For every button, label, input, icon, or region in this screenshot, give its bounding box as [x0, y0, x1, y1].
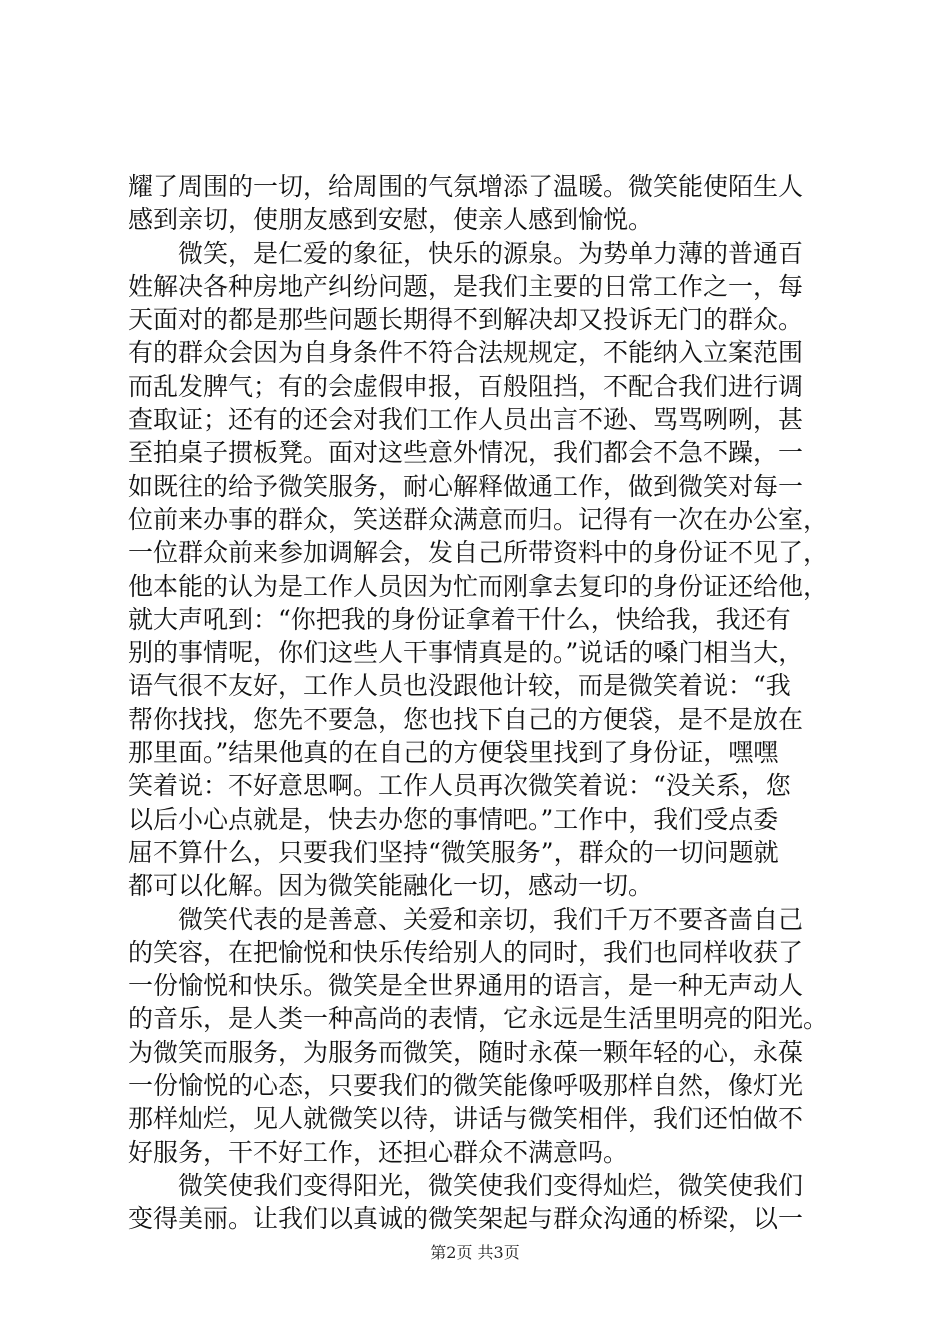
- text-line: 那样灿烂，见人就微笑以待，讲话与微笑相伴，我们还怕做不: [128, 1104, 804, 1134]
- text-line: 的音乐，是人类一种高尚的表情，它永远是生活里明亮的阳光。: [128, 1004, 829, 1034]
- text-line: 而乱发脾气；有的会虚假申报，百般阻挡，不配合我们进行调: [128, 371, 804, 401]
- text-line: 查取证；还有的还会对我们工作人员出言不逊、骂骂咧咧，甚: [128, 405, 804, 435]
- text-line: 为微笑而服务，为服务而微笑，随时永葆一颗年轻的心，永葆: [128, 1037, 804, 1067]
- text-line: 他本能的认为是工作人员因为忙而刚拿去复印的身份证还给他，: [128, 571, 829, 601]
- text-line: 微笑使我们变得阳光，微笑使我们变得灿烂，微笑使我们: [128, 1170, 804, 1200]
- text-line: 微笑，是仁爱的象征，快乐的源泉。为势单力薄的普通百: [128, 238, 804, 268]
- text-line: 变得美丽。让我们以真诚的微笑架起与群众沟通的桥梁，以一: [128, 1204, 804, 1234]
- text-line: 位前来办事的群众，笑送群众满意而归。记得有一次在办公室，: [128, 504, 829, 534]
- text-line: 一位群众前来参加调解会，发自己所带资料中的身份证不见了，: [128, 538, 829, 568]
- text-line: 就大声吼到：“你把我的身份证拿着干什么，快给我，我还有: [128, 604, 791, 634]
- text-line: 笑着说：不好意思啊。工作人员再次微笑着说：“没关系，您: [128, 771, 791, 801]
- text-line: 那里面。”结果他真的在自己的方便袋里找到了身份证，嘿嘿: [128, 738, 779, 768]
- body-text: [128, 170, 832, 1236]
- text-line: 耀了周围的一切，给周围的气氛增添了温暖。微笑能使陌生人: [128, 172, 804, 201]
- text-line: 别的事情呢，你们这些人干事情真是的。”说话的嗓门相当大，: [128, 638, 804, 668]
- text-line: 一份愉悦和快乐。微笑是全世界通用的语言，是一种无声动人: [128, 971, 804, 1001]
- text-line: 语气很不友好，工作人员也没跟他计较，而是微笑着说：“我: [128, 671, 791, 701]
- text-line: 屈不算什么，只要我们坚持“微笑服务”，群众的一切问题就: [128, 837, 779, 867]
- text-line: 以后小心点就是，快去办您的事情吧。”工作中，我们受点委: [128, 804, 779, 834]
- text-line: 的笑容，在把愉悦和快乐传给别人的同时，我们也同样收获了: [128, 937, 804, 967]
- text-line: 好服务，干不好工作，还担心群众不满意吗。: [128, 1137, 629, 1167]
- page-number-footer: 第2页 共3页: [430, 1243, 520, 1262]
- text-line: 如既往的给予微笑服务，耐心解释做通工作，做到微笑对每一: [128, 471, 804, 501]
- text-line: 天面对的都是那些问题长期得不到解决却又投诉无门的群众。: [128, 305, 804, 335]
- text-line: 至拍桌子掼板凳。面对这些意外情况，我们都会不急不躁，一: [128, 438, 804, 468]
- text-line: 有的群众会因为自身条件不符合法规规定，不能纳入立案范围: [128, 338, 804, 368]
- text-line: 微笑代表的是善意、关爱和亲切，我们千万不要吝啬自己: [128, 904, 804, 934]
- text-line: 姓解决各种房地产纠纷问题，是我们主要的日常工作之一，每: [128, 271, 804, 301]
- text-line: 帮你找找，您先不要急，您也找下自己的方便袋，是不是放在: [128, 704, 804, 734]
- text-line: 都可以化解。因为微笑能融化一切，感动一切。: [128, 871, 654, 901]
- text-line: 一份愉悦的心态，只要我们的微笑能像呼吸那样自然，像灯光: [128, 1071, 804, 1101]
- text-line: 感到亲切，使朋友感到安慰，使亲人感到愉悦。: [128, 205, 654, 235]
